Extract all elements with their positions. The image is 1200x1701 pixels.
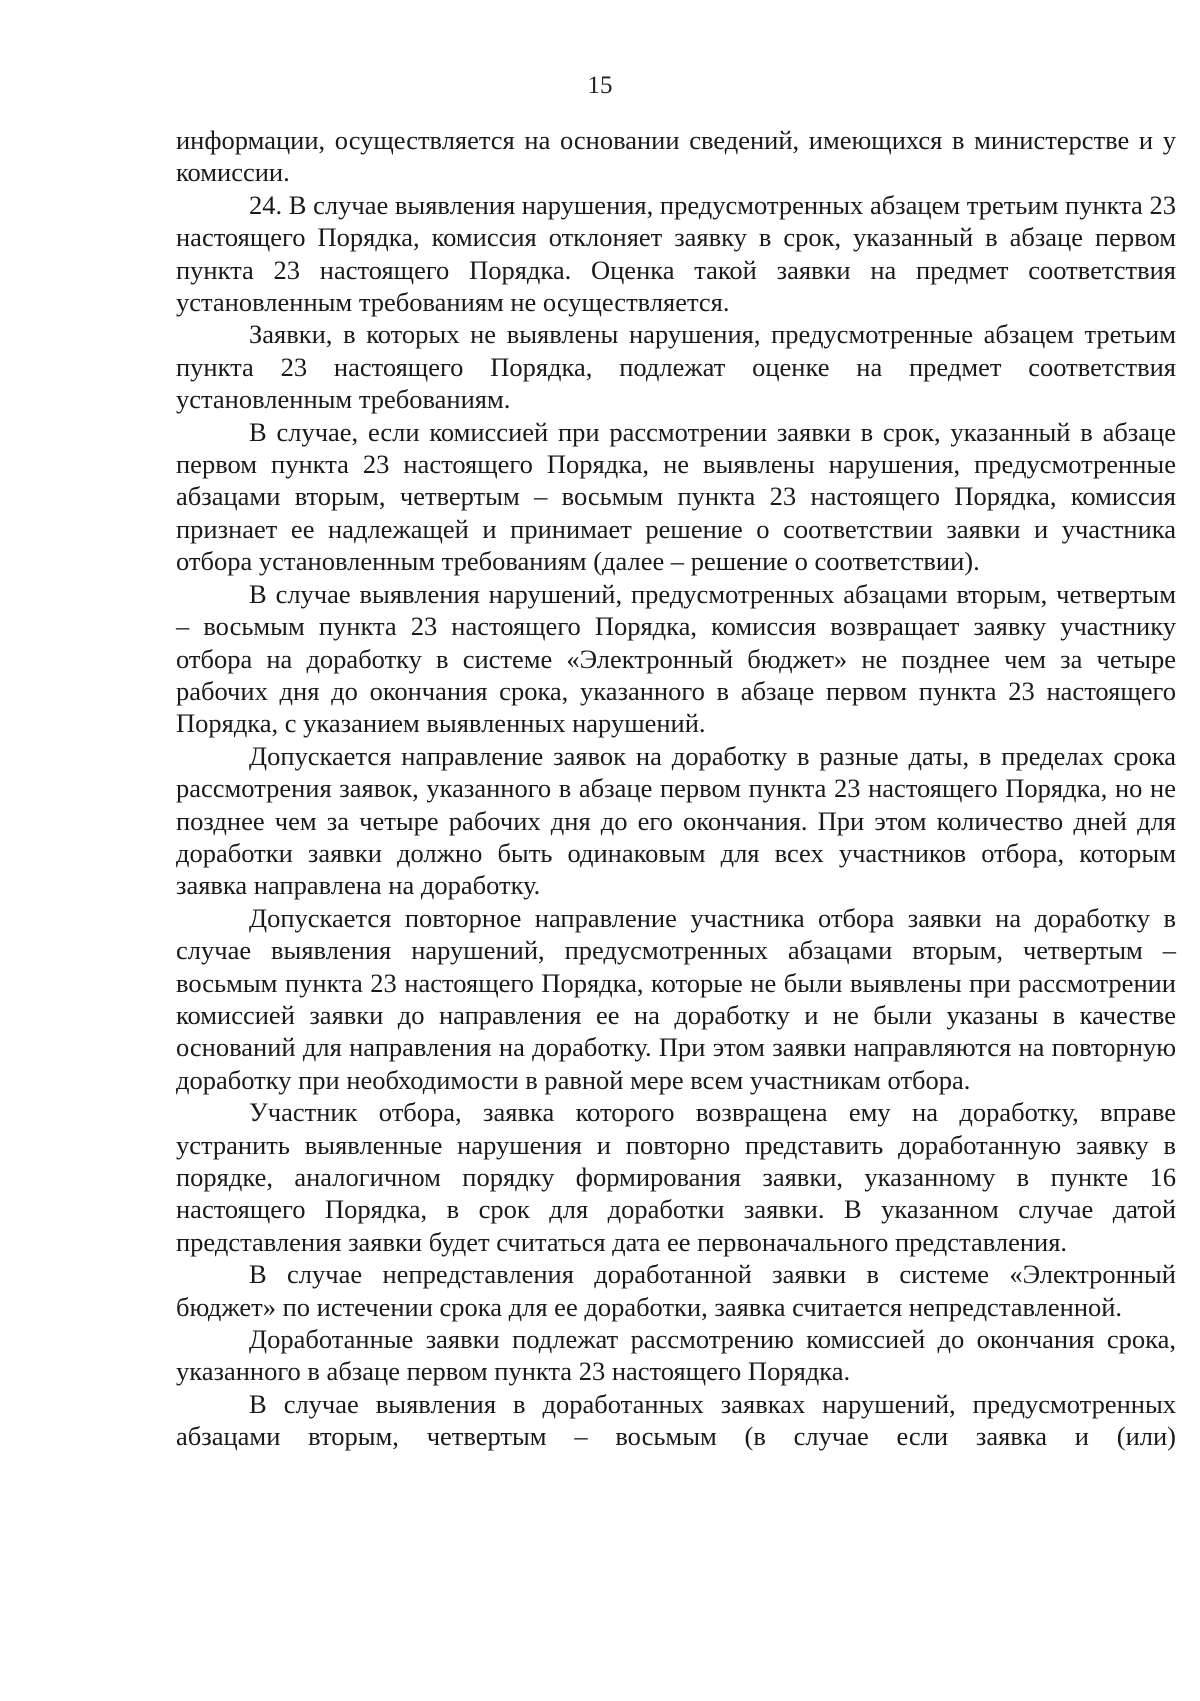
paragraph: Доработанные заявки подлежат рассмотрению комиссией до окончания срока, указанного в абзаце первом пункта 23 настоящего Порядка. [176, 1324, 1176, 1387]
paragraph: Допускается направление заявок на доработку в разные даты, в пределах срока рассмотрения заявок, указанного в абзаце первом пункта 23 настоящего Порядка, но не позднее чем за четыре рабочих дня до его окончания. При этом количество дней для доработки заявки должно быть одинаковым для всех участников отбора, которым заявка направлена на доработку. [176, 740, 1176, 901]
paragraph-item-24: 24. В случае выявления нарушения, предусмотренных абзацем третьим пункта 23 настоящего Порядка, комиссия отклоняет заявку в срок, указанный в абзаце первом пункта 23 настоящего Порядка. Оценка такой заявки на предмет соответствия установленным требованиям не осуществляется. [176, 189, 1176, 318]
paragraph-truncated: В случае выявления в доработанных заявках нарушений, предусмотренных абзацами вторым, четвертым – восьмым (в случае если заявка и (или) [176, 1388, 1176, 1452]
paragraph: В случае, если комиссией при рассмотрении заявки в срок, указанный в абзаце первом пункта 23 настоящего Порядка, не выявлены нарушения, предусмотренные абзацами вторым, четвертым – восьмым пункта 23 настоящего Порядка, комиссия признает ее надлежащей и принимает решение о соответствии заявки и участника отбора установленным требованиям (далее – решение о соответствии). [176, 416, 1176, 577]
paragraph-continuation: информации, осуществляется на основании сведений, имеющихся в министерстве и у комиссии. [176, 125, 1176, 188]
paragraph: Допускается повторное направление участника отбора заявки на доработку в случае выявления нарушений, предусмотренных абзацами вторым, четвертым – восьмым пункта 23 настоящего Порядка, которые не были выявлены при рассмотрении комиссией заявки до направления ее на доработку и не были указаны в качестве оснований для направления на доработку. При этом заявки направляются на повторную доработку при необходимости в равной мере всем участникам отбора. [176, 902, 1176, 1095]
document-body [176, 124, 1176, 1453]
paragraph: Участник отбора, заявка которого возвращена ему на доработку, вправе устранить выявленные нарушения и повторно представить доработанную заявку в порядке, аналогичном порядку формирования заявки, указанному в пункте 16 настоящего Порядка, в срок для доработки заявки. В указанном случае датой представления заявки будет считаться дата ее первоначального представления. [176, 1097, 1176, 1257]
paragraph: В случае непредставления доработанной заявки в системе «Электронный бюджет» по истечении срока для ее доработки, заявка считается непредставленной. [176, 1259, 1176, 1322]
page-number: 15 [587, 72, 613, 99]
paragraph: Заявки, в которых не выявлены нарушения, предусмотренные абзацем третьим пункта 23 настоящего Порядка, подлежат оценке на предмет соответствия установленным требованиям. [176, 319, 1176, 415]
paragraph: В случае выявления нарушений, предусмотренных абзацами вторым, четвертым – восьмым пункта 23 настоящего Порядка, комиссия возвращает заявку участнику отбора на доработку в системе «Электронный бюджет» не позднее чем за четыре рабочих дня до окончания срока, указанного в абзаце первом пункта 23 настоящего Порядка, с указанием выявленных нарушений. [176, 578, 1176, 739]
